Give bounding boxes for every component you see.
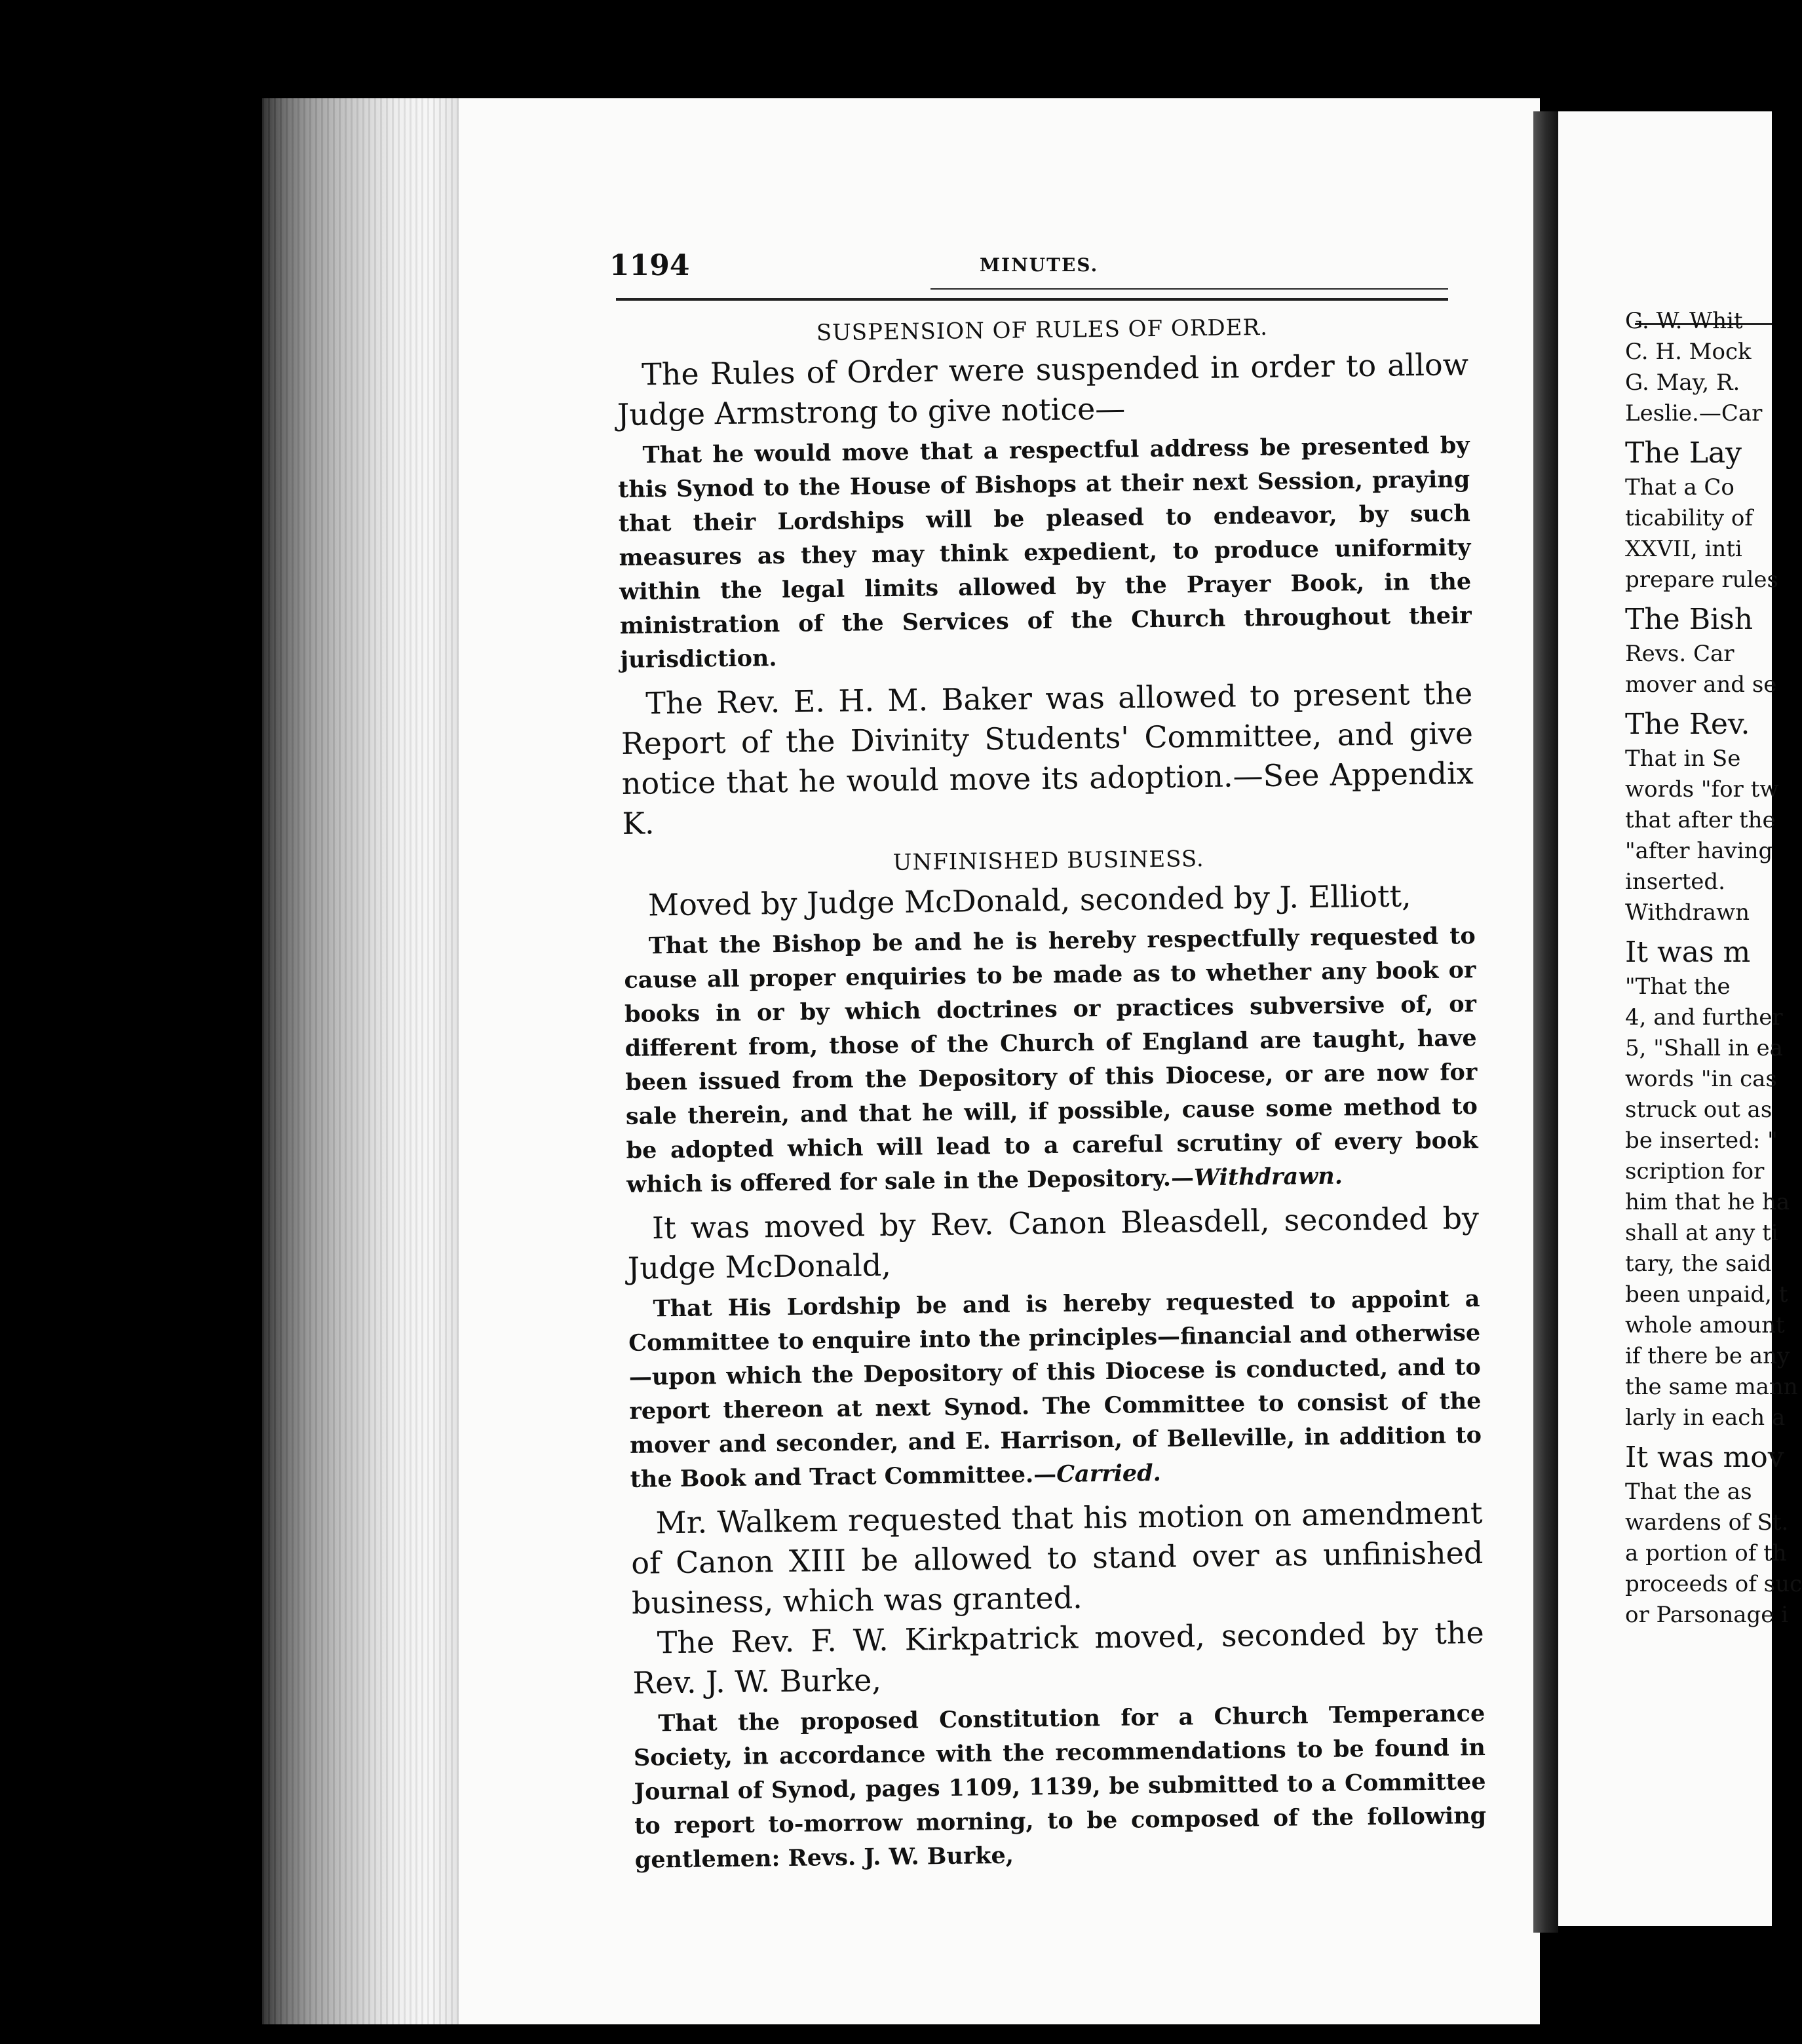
paragraph-text: SUSPENSION OF RULES OF ORDER. — [816, 314, 1269, 347]
right-page-line: 5, "Shall in ea — [1625, 1035, 1783, 1061]
section-heading — [623, 842, 1474, 879]
minute-paragraph — [617, 345, 1469, 435]
right-page-line: proceeds of suc — [1625, 1571, 1802, 1597]
motion-outcome: Carried. — [1056, 1459, 1162, 1488]
right-page-line: him that he ha — [1625, 1189, 1790, 1215]
motion-text — [617, 428, 1472, 677]
paragraph-text: UNFINISHED BUSINESS. — [892, 846, 1204, 876]
right-page-line: That in Se — [1625, 746, 1741, 772]
minute-paragraph — [621, 673, 1474, 844]
page-number: 1194 — [609, 249, 690, 282]
right-page-line: C. H. Mock — [1625, 339, 1752, 365]
right-page-line: been unpaid, t — [1625, 1281, 1788, 1308]
right-page-line: It was m — [1625, 936, 1751, 969]
right-page-line: That a Co — [1625, 474, 1735, 501]
right-page-line: if there be any — [1625, 1343, 1790, 1369]
paragraph-text: That His Lordship be and is hereby requested to appoint a Committee to enquire into the principles—financial and otherwise—upon which the Depository of this Diocese is conducted, and to report thereon at next Synod. The Committee to consist of the mover and seconder, and E. Harrison, of Belleville, in addition to the Book and Tract Committee.— — [628, 1285, 1482, 1493]
book-page-edge — [262, 98, 459, 2024]
right-page-line: The Bish — [1625, 603, 1754, 636]
header-rule — [616, 298, 1448, 301]
right-page-line: be inserted: " — [1625, 1127, 1778, 1154]
right-page-line: larly in each a — [1625, 1405, 1786, 1431]
paragraph-text: The Rev. F. W. Kirkpatrick moved, seconded by the Rev. J. W. Burke, — [632, 1614, 1485, 1701]
right-page-line: It was mov — [1625, 1441, 1784, 1474]
right-page-line: words "in cas — [1625, 1066, 1777, 1092]
right-page-line: struck out as — [1625, 1097, 1773, 1123]
paragraph-text: Mr. Walkem requested that his motion on amendment of Canon XIII be allowed to stand over as unfinished business, which was granted. — [630, 1494, 1484, 1621]
right-page-line: or Parsonage i — [1625, 1602, 1789, 1628]
motion-outcome: Withdrawn. — [1193, 1162, 1343, 1192]
paragraph-text: Moved by Judge McDonald, seconded by J. Elliott, — [647, 878, 1411, 923]
minute-paragraph — [630, 1493, 1484, 1623]
right-page-line: "That the — [1625, 974, 1731, 1000]
right-page-line: inserted. — [1625, 869, 1725, 895]
right-page-line: G. May, R. — [1625, 369, 1740, 396]
section-heading — [616, 312, 1468, 349]
right-page-line: a portion of th — [1625, 1540, 1787, 1566]
right-page-line: scription for — [1625, 1158, 1765, 1184]
paragraph-text: The Rev. E. H. M. Baker was allowed to present the Report of the Divinity Students' Committee, and give notice that he would move its adoption.—See Appendix K. — [621, 675, 1474, 841]
motion-text — [623, 919, 1478, 1202]
motion-text — [628, 1282, 1482, 1497]
paragraph-text: The Rules of Order were suspended in order to allow Judge Armstrong to give notice— — [617, 347, 1469, 432]
right-page-line: Revs. Car — [1625, 641, 1735, 667]
paragraph-text: It was moved by Rev. Canon Bleasdell, seconded by Judge McDonald, — [627, 1200, 1480, 1286]
page-header — [609, 249, 1455, 288]
right-page-line: The Lay — [1625, 436, 1742, 470]
right-page-line: "after having — [1625, 838, 1773, 864]
right-page-line: Leslie.—Car — [1625, 400, 1763, 426]
right-page-line: wardens of St. — [1625, 1509, 1789, 1536]
paragraph-text: That the proposed Constitution for a Church Temperance Society, in accordance with the recommendations to be found in Journal of Synod, pages 1109, 1139, be submitted to a Committee to report to-morrow morning, to be composed of the following gentlemen: Revs. J. W. Burke, — [633, 1699, 1487, 1874]
right-page-line: G. W. Whit — [1625, 308, 1743, 334]
page-body — [616, 303, 1487, 1884]
right-page-line: whole amount — [1625, 1312, 1785, 1338]
minute-paragraph — [632, 1613, 1484, 1703]
motion-text — [633, 1697, 1487, 1878]
right-page-line: 4, and further — [1625, 1004, 1783, 1031]
right-page-line: Withdrawn — [1625, 899, 1750, 926]
right-page-line: ticability of — [1625, 505, 1753, 531]
right-page-line: XXVII, inti — [1625, 536, 1742, 562]
running-head: MINUTES. — [980, 254, 1099, 276]
right-page-line: the same mann — [1625, 1374, 1798, 1400]
right-page-line: That the as — [1625, 1479, 1752, 1505]
right-page-line: prepare rules — [1625, 567, 1778, 593]
right-page-line: shall at any ti — [1625, 1220, 1778, 1246]
minute-paragraph — [627, 1198, 1480, 1289]
header-rule-upper — [930, 288, 1448, 290]
paragraph-text: That the Bishop be and he is hereby respectfully requested to cause all proper enquiries to be made as to whether any book or books in or by which doctrines or practices subversive of, or different from, those of the Church of England are taught, have been issued from the Depository of this Diocese, or are now for sale therein, and that he will, if possible, cause some method to be adopted which will lead to a careful scrutiny of every book which is offered for sale in the Depository.— — [624, 922, 1478, 1198]
right-page-line: tary, the said — [1625, 1251, 1772, 1277]
paragraph-text: That he would move that a respectful address be presented by this Synod to the House of Bishops at their next Session, praying that their Lordships will be pleased to endeavor, by such measures as they may think expedient, to produce uniformity within the legal limits allowed by the Prayer Book, in the ministration of the Services of the Church throughout their jurisdiction. — [618, 432, 1472, 673]
book-gutter — [1533, 111, 1558, 1933]
minute-paragraph — [623, 875, 1476, 926]
right-page-line: words "for tw — [1625, 776, 1779, 803]
right-page-line: mover and se — [1625, 672, 1777, 698]
right-page-line: The Rev. — [1625, 708, 1750, 741]
right-page-line: that after the — [1625, 807, 1776, 833]
